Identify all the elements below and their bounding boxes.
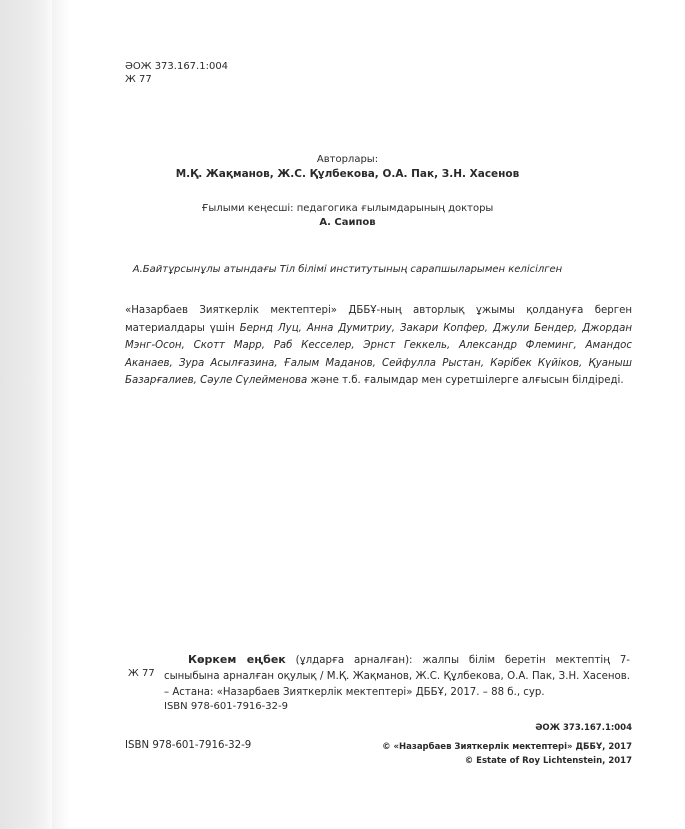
acknowledgement-paragraph	[125, 302, 632, 390]
consultant-label: Ғылыми кеңесші: педагогика ғылымдарының докторы	[201, 203, 494, 214]
approval-note: А.Байтұрсынұлы атындағы Тіл білімі институтының сарапшыларымен келісілген	[132, 264, 563, 275]
bibliographic-text: (ұлдарға арналған): жалпы білім беретін мектептің 7-сыныбына арналған оқулық / М.Қ. Жақманов, Ж.С. Құлбекова, О.А. Пак, З.Н. Хасенов. – Астана: «Назарбаев Зияткерлік мектептері» ДББҰ, 2017. – 88 б., сур.	[164, 655, 630, 698]
udc-code: ӘОЖ 373.167.1:004	[125, 61, 229, 72]
copyright-lichtenstein: © Estate of Roy Lichtenstein, 2017	[464, 756, 632, 766]
book-title: Көркем еңбек	[188, 653, 286, 666]
authors-label: Авторлары:	[316, 154, 379, 165]
ack-intro: «Назарбаев Зияткерлік мектептері» ДББҰ-ның авторлық ұжымы қолдануға берген материалдары үшін	[125, 305, 632, 334]
bibliographic-index: Ж 77	[128, 668, 155, 679]
ack-outro: және т.б. ғалымдар мен суретшілерге алғысын білдіреді.	[307, 375, 624, 387]
bibliographic-record	[164, 652, 630, 701]
library-index: Ж 77	[125, 74, 152, 85]
consultant-name: А. Саипов	[319, 217, 376, 228]
isbn-footer: ISBN 978-601-7916-32-9	[125, 740, 252, 751]
authors-names: М.Қ. Жақманов, Ж.С. Құлбекова, О.А. Пак, З.Н. Хасенов	[175, 168, 520, 180]
udc-footer: ӘОЖ 373.167.1:004	[535, 723, 632, 733]
ack-names: Бернд Луц, Анна Думитриу, Закари Копфер, Джули Бендер, Джордан Мэнг-Осон, Скотт Марр, Раб Кесселер, Эрнст Геккель, Александр Флеминг, Амандос Аканаев, Зура Асылғазина, Ғалым Маданов, Сейфулла Рыстан, Кәрібек Күйіков, Қуаныш Базарғалиев, Сәуле Сүлейменова	[125, 322, 632, 387]
udc-header	[125, 60, 228, 86]
copyright-nis: © «Назарбаев Зияткерлік мектептері» ДББҰ, 2017	[382, 742, 632, 752]
bibliographic-isbn: ISBN 978-601-7916-32-9	[164, 701, 288, 712]
